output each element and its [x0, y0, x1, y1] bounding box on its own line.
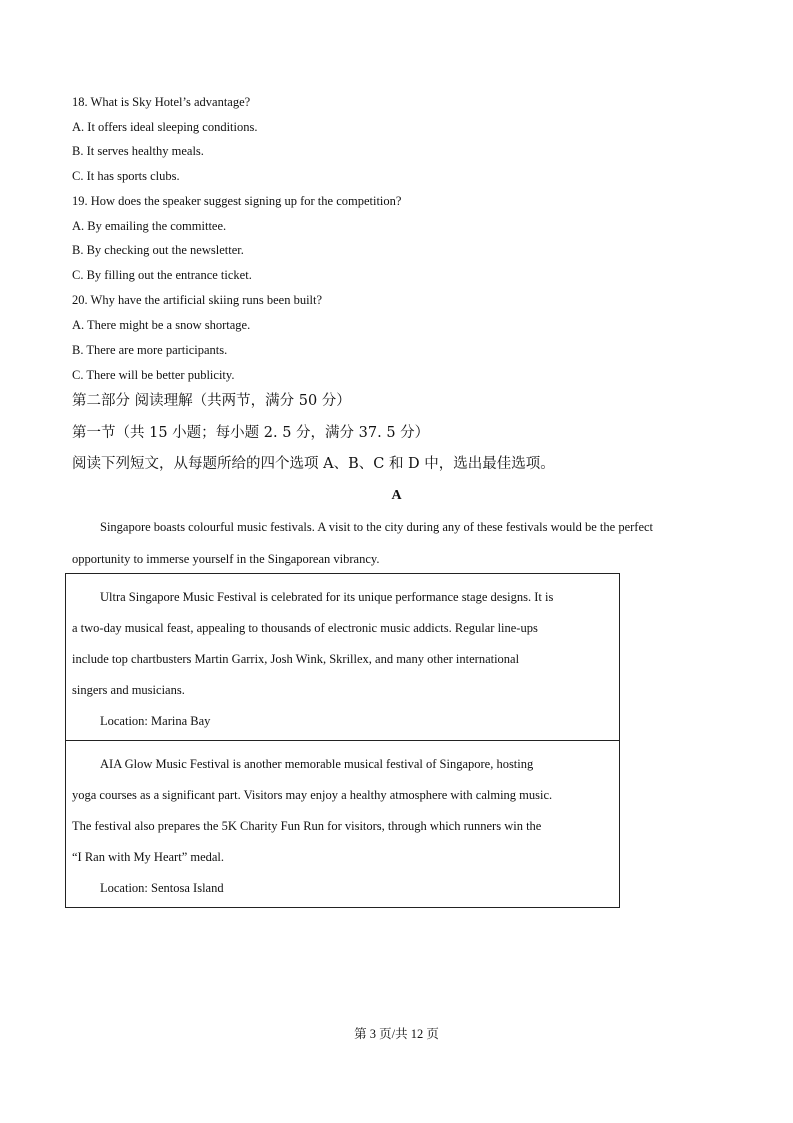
option-a: A. By emailing the committee.	[72, 219, 227, 233]
passage-intro-line: Singapore boasts colourful music festivals. A visit to the city during any of these festivals would be the perfect	[100, 520, 654, 534]
festival-text-line: singers and musicians.	[72, 683, 185, 697]
part-title: 第二部分 阅读理解（共两节，满分 50 分）	[72, 393, 351, 409]
option-c: C. By filling out the entrance ticket.	[72, 268, 252, 282]
festival-text-line: yoga courses as a significant part. Visitors may enjoy a healthy atmosphere with calming music.	[72, 788, 553, 802]
option-b: B. It serves healthy meals.	[72, 144, 204, 158]
festival-text-line: Ultra Singapore Music Festival is celebrated for its unique performance stage designs. It is	[100, 590, 554, 604]
question-stem: 20. Why have the artificial skiing runs been built?	[72, 293, 323, 307]
section-instruction: 阅读下列短文，从每题所给的四个选项 A、B、C 和 D 中，选出最佳选项。	[72, 456, 555, 472]
option-c: C. It has sports clubs.	[72, 169, 180, 183]
festival-location: Location: Sentosa Island	[100, 881, 224, 895]
page-number-footer: 第 3 页/共 12 页	[354, 1027, 439, 1041]
passage-letter: A	[391, 488, 402, 503]
festival-text-line: a two-day musical feast, appealing to thousands of electronic music addicts. Regular line-ups	[72, 621, 538, 635]
festival-text-line: AIA Glow Music Festival is another memorable musical festival of Singapore, hosting	[100, 757, 534, 771]
question-stem: 18. What is Sky Hotel’s advantage?	[72, 95, 251, 109]
festival-text-line: “I Ran with My Heart” medal.	[72, 850, 225, 864]
festival-box-aia-glow	[65, 740, 620, 908]
festival-location: Location: Marina Bay	[100, 714, 211, 728]
section-subtitle: 第一节（共 15 小题；每小题 2. 5 分，满分 37. 5 分）	[72, 425, 430, 441]
option-a: A. It offers ideal sleeping conditions.	[72, 120, 258, 134]
option-b: B. By checking out the newsletter.	[72, 243, 244, 257]
festival-text-line: include top chartbusters Martin Garrix, Josh Wink, Skrillex, and many other international	[72, 652, 520, 666]
festival-text-line: The festival also prepares the 5K Charity Fun Run for visitors, through which runners win the	[72, 819, 542, 833]
question-stem: 19. How does the speaker suggest signing up for the competition?	[72, 194, 402, 208]
option-b: B. There are more participants.	[72, 343, 228, 357]
passage-intro-line: opportunity to immerse yourself in the Singaporean vibrancy.	[72, 552, 380, 566]
option-a: A. There might be a snow shortage.	[72, 318, 251, 332]
festival-box-ultra	[65, 573, 620, 741]
option-c: C. There will be better publicity.	[72, 368, 235, 382]
